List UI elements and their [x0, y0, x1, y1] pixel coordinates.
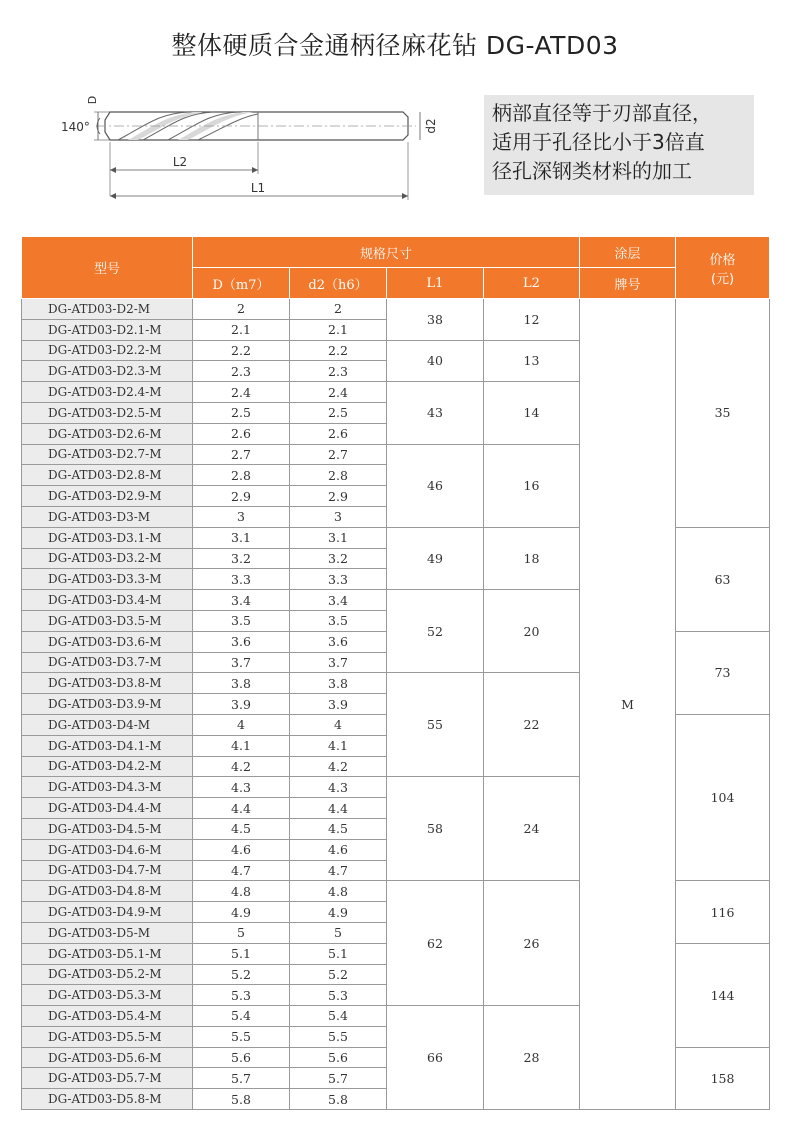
cell-d2: 4.8 — [290, 881, 387, 902]
cell-l2: 24 — [484, 777, 580, 881]
cell-d: 2.9 — [193, 486, 290, 507]
header-price-label: 价格 — [709, 252, 736, 268]
cell-d2: 4.1 — [290, 735, 387, 756]
cell-l2: 12 — [484, 299, 580, 341]
cell-d2: 3.3 — [290, 569, 387, 590]
cell-d2: 5.1 — [290, 943, 387, 964]
cell-model: DG-ATD03-D4-M — [22, 714, 193, 735]
cell-price: 35 — [676, 299, 770, 528]
cell-d: 5.5 — [193, 1026, 290, 1047]
cell-model: DG-ATD03-D4.8-M — [22, 881, 193, 902]
cell-d: 3.6 — [193, 631, 290, 652]
cell-price: 144 — [676, 943, 770, 1047]
cell-model: DG-ATD03-D3.8-M — [22, 673, 193, 694]
cell-d: 3.4 — [193, 590, 290, 611]
note-line: 适用于孔径比小于3倍直 — [492, 130, 705, 154]
label-l1: L1 — [250, 181, 266, 195]
cell-model: DG-ATD03-D2.8-M — [22, 465, 193, 486]
cell-d: 5.4 — [193, 1006, 290, 1027]
cell-price: 104 — [676, 714, 770, 880]
cell-d: 2.7 — [193, 444, 290, 465]
cell-l2: 26 — [484, 881, 580, 1006]
cell-d: 3.5 — [193, 610, 290, 631]
cell-d: 4 — [193, 714, 290, 735]
cell-d2: 2.7 — [290, 444, 387, 465]
cell-d2: 3.4 — [290, 590, 387, 611]
header-price — [676, 237, 770, 299]
cell-model: DG-ATD03-D2-M — [22, 299, 193, 320]
cell-model: DG-ATD03-D3-M — [22, 506, 193, 527]
cell-l1: 43 — [387, 382, 484, 444]
page-title: 整体硬质合金通柄径麻花钻 DG-ATD03 — [171, 31, 619, 60]
cell-d2: 3.2 — [290, 548, 387, 569]
header-d: D（m7） — [193, 268, 290, 299]
cell-model: DG-ATD03-D3.5-M — [22, 610, 193, 631]
cell-model: DG-ATD03-D3.9-M — [22, 694, 193, 715]
cell-d: 3 — [193, 506, 290, 527]
cell-d2: 3 — [290, 506, 387, 527]
cell-d2: 2.8 — [290, 465, 387, 486]
label-l2: L2 — [172, 155, 188, 169]
cell-l2: 13 — [484, 340, 580, 382]
cell-l1: 58 — [387, 777, 484, 881]
cell-d: 3.3 — [193, 569, 290, 590]
cell-d: 4.6 — [193, 839, 290, 860]
cell-price: 73 — [676, 631, 770, 714]
cell-d: 2.5 — [193, 402, 290, 423]
cell-l1: 49 — [387, 527, 484, 589]
cell-d: 2.3 — [193, 361, 290, 382]
cell-d2: 5.3 — [290, 985, 387, 1006]
cell-model: DG-ATD03-D5.3-M — [22, 985, 193, 1006]
cell-d2: 4.6 — [290, 839, 387, 860]
cell-d: 4.1 — [193, 735, 290, 756]
cell-model: DG-ATD03-D2.6-M — [22, 423, 193, 444]
cell-d2: 5.4 — [290, 1006, 387, 1027]
cell-model: DG-ATD03-D3.6-M — [22, 631, 193, 652]
cell-d2: 3.9 — [290, 694, 387, 715]
cell-model: DG-ATD03-D3.3-M — [22, 569, 193, 590]
cell-d2: 3.6 — [290, 631, 387, 652]
label-angle: 140° — [61, 120, 90, 134]
cell-model: DG-ATD03-D2.4-M — [22, 382, 193, 403]
cell-d: 3.1 — [193, 527, 290, 548]
cell-d2: 4.2 — [290, 756, 387, 777]
cell-model: DG-ATD03-D5.5-M — [22, 1026, 193, 1047]
header-grade: 牌号 — [580, 268, 676, 299]
header-d2: d2（h6） — [290, 268, 387, 299]
cell-price: 158 — [676, 1047, 770, 1109]
cell-model: DG-ATD03-D2.5-M — [22, 402, 193, 423]
cell-d: 2.4 — [193, 382, 290, 403]
cell-d2: 2.4 — [290, 382, 387, 403]
cell-l1: 40 — [387, 340, 484, 382]
cell-model: DG-ATD03-D2.2-M — [22, 340, 193, 361]
cell-d2: 5.2 — [290, 964, 387, 985]
cell-d2: 2.1 — [290, 319, 387, 340]
cell-d2: 2.5 — [290, 402, 387, 423]
cell-d: 2.8 — [193, 465, 290, 486]
spec-table-body — [22, 299, 770, 1110]
cell-l1: 52 — [387, 590, 484, 673]
cell-model: DG-ATD03-D5.8-M — [22, 1089, 193, 1110]
cell-model: DG-ATD03-D5.7-M — [22, 1068, 193, 1089]
header-price-unit: (元) — [710, 271, 735, 287]
cell-d: 4.7 — [193, 860, 290, 881]
cell-d2: 4.5 — [290, 818, 387, 839]
description-note — [484, 95, 754, 195]
cell-d2: 3.7 — [290, 652, 387, 673]
cell-model: DG-ATD03-D4.7-M — [22, 860, 193, 881]
cell-model: DG-ATD03-D2.9-M — [22, 486, 193, 507]
cell-l2: 18 — [484, 527, 580, 589]
cell-model: DG-ATD03-D5-M — [22, 922, 193, 943]
note-line: 柄部直径等于刃部直径， — [492, 101, 712, 125]
cell-model: DG-ATD03-D5.1-M — [22, 943, 193, 964]
cell-d2: 2.6 — [290, 423, 387, 444]
cell-d: 4.9 — [193, 902, 290, 923]
drill-diagram — [58, 84, 438, 214]
cell-d: 5.8 — [193, 1089, 290, 1110]
cell-d: 5.1 — [193, 943, 290, 964]
cell-price: 63 — [676, 527, 770, 631]
cell-model: DG-ATD03-D2.3-M — [22, 361, 193, 382]
label-d: D — [86, 95, 99, 105]
cell-d: 5.7 — [193, 1068, 290, 1089]
cell-l2: 22 — [484, 673, 580, 777]
cell-d2: 3.5 — [290, 610, 387, 631]
cell-model: DG-ATD03-D5.2-M — [22, 964, 193, 985]
cell-model: DG-ATD03-D3.4-M — [22, 590, 193, 611]
label-d2: d2 — [424, 118, 438, 134]
cell-l2: 14 — [484, 382, 580, 444]
cell-d2: 4 — [290, 714, 387, 735]
cell-coating: M — [580, 299, 676, 1110]
cell-d: 5.6 — [193, 1047, 290, 1068]
cell-d2: 3.1 — [290, 527, 387, 548]
cell-model: DG-ATD03-D4.5-M — [22, 818, 193, 839]
cell-model: DG-ATD03-D4.6-M — [22, 839, 193, 860]
cell-model: DG-ATD03-D4.4-M — [22, 798, 193, 819]
cell-l1: 46 — [387, 444, 484, 527]
cell-model: DG-ATD03-D2.7-M — [22, 444, 193, 465]
cell-d: 3.9 — [193, 694, 290, 715]
cell-d2: 2.3 — [290, 361, 387, 382]
cell-l2: 20 — [484, 590, 580, 673]
spec-table — [21, 236, 770, 1110]
cell-d: 4.5 — [193, 818, 290, 839]
header-coating: 涂层 — [580, 237, 676, 268]
cell-price: 116 — [676, 881, 770, 943]
table-row — [22, 299, 770, 320]
cell-model: DG-ATD03-D4.3-M — [22, 777, 193, 798]
cell-d: 5.2 — [193, 964, 290, 985]
cell-d: 4.8 — [193, 881, 290, 902]
cell-d2: 5.6 — [290, 1047, 387, 1068]
header-spec: 规格尺寸 — [193, 237, 580, 268]
cell-model: DG-ATD03-D5.4-M — [22, 1006, 193, 1027]
cell-d2: 4.4 — [290, 798, 387, 819]
cell-model: DG-ATD03-D4.1-M — [22, 735, 193, 756]
cell-d: 2.1 — [193, 319, 290, 340]
cell-d2: 5.7 — [290, 1068, 387, 1089]
cell-d2: 2 — [290, 299, 387, 320]
cell-d: 5.3 — [193, 985, 290, 1006]
cell-d2: 5.8 — [290, 1089, 387, 1110]
cell-d: 4.3 — [193, 777, 290, 798]
cell-d: 3.2 — [193, 548, 290, 569]
cell-d: 3.7 — [193, 652, 290, 673]
cell-d2: 2.2 — [290, 340, 387, 361]
cell-model: DG-ATD03-D5.6-M — [22, 1047, 193, 1068]
cell-d2: 4.9 — [290, 902, 387, 923]
cell-d2: 5.5 — [290, 1026, 387, 1047]
cell-l1: 62 — [387, 881, 484, 1006]
cell-model: DG-ATD03-D3.1-M — [22, 527, 193, 548]
cell-d: 3.8 — [193, 673, 290, 694]
cell-l2: 16 — [484, 444, 580, 527]
cell-d: 2 — [193, 299, 290, 320]
cell-d2: 4.3 — [290, 777, 387, 798]
cell-d2: 2.9 — [290, 486, 387, 507]
header-l2: L2 — [484, 268, 580, 299]
cell-model: DG-ATD03-D4.2-M — [22, 756, 193, 777]
cell-l1: 66 — [387, 1006, 484, 1110]
cell-d2: 5 — [290, 922, 387, 943]
cell-model: DG-ATD03-D3.2-M — [22, 548, 193, 569]
cell-model: DG-ATD03-D3.7-M — [22, 652, 193, 673]
cell-d: 2.6 — [193, 423, 290, 444]
cell-model: DG-ATD03-D4.9-M — [22, 902, 193, 923]
cell-d2: 4.7 — [290, 860, 387, 881]
header-l1: L1 — [387, 268, 484, 299]
cell-d: 5 — [193, 922, 290, 943]
cell-d2: 3.8 — [290, 673, 387, 694]
header-model: 型号 — [22, 237, 193, 299]
cell-d: 4.2 — [193, 756, 290, 777]
cell-model: DG-ATD03-D2.1-M — [22, 319, 193, 340]
cell-l1: 55 — [387, 673, 484, 777]
note-line: 径孔深钢类材料的加工 — [492, 159, 692, 183]
cell-d: 2.2 — [193, 340, 290, 361]
cell-l1: 38 — [387, 299, 484, 341]
cell-l2: 28 — [484, 1006, 580, 1110]
cell-d: 4.4 — [193, 798, 290, 819]
